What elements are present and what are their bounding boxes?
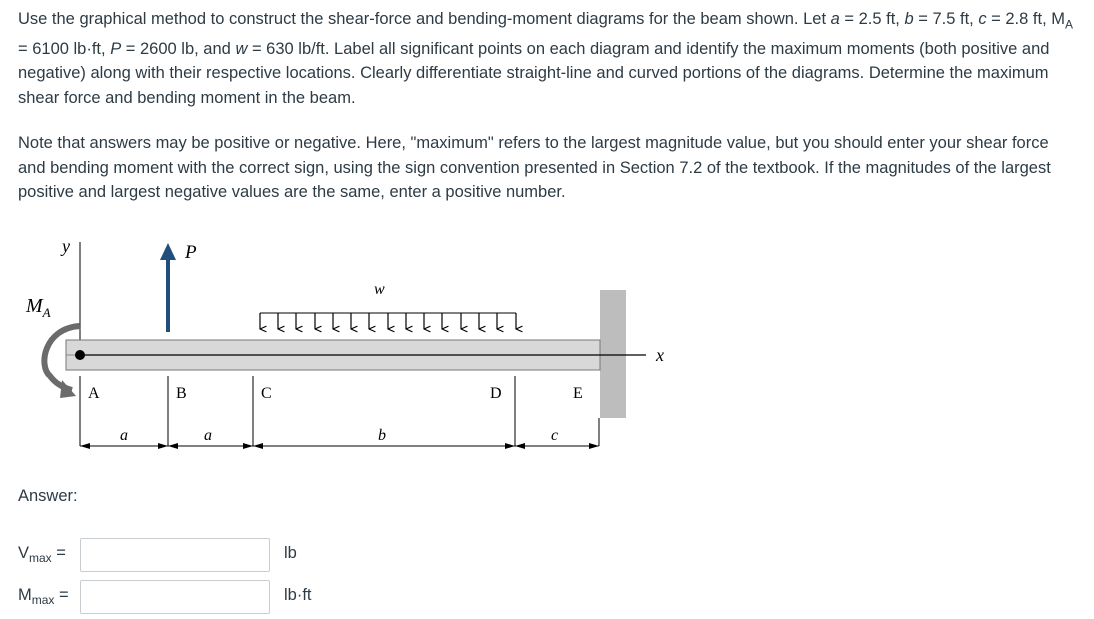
point-b-label: B [176, 385, 187, 402]
question-text: Use the graphical method to construct the shear-force and bending-moment diagrams for the beam shown. Let a = 2.5 ft, b = 7.5 ft, c = 2.8 ft, $M_A = 6100$ lb·ft, P = 2600 lb, and w = 630 lb/ft. Label all significant points on each diagram and identify the maximum moments (both positive and negative) along with their respective locations. Clearly differentiate straight-line and curved portions of the diagrams. Determine the maximum shear force and bending moment in the beam. [18, 10, 1074, 107]
mmax-label: $M_{max}$ = [18, 586, 69, 607]
load-w-arrows [260, 313, 516, 329]
dim-a2: a [204, 427, 212, 444]
x-axis-label: x [656, 345, 664, 365]
load-w-label: w [374, 281, 385, 298]
vmax-label: $V_{max}$ = [18, 544, 66, 565]
vmax-input[interactable] [80, 538, 270, 572]
point-e-label: E [573, 385, 583, 402]
load-p-label: P [185, 242, 197, 263]
note-text: Note that answers may be positive or negative. Here, "maximum" refers to the largest magnitude value, but you should enter your shear force and bending moment with the correct sign, using the sign convention presented in Section 7.2 of the textbook. If the magnitudes of the largest positive and largest negative values are the same, enter a positive number. [18, 134, 1051, 201]
mmax-input[interactable] [80, 580, 270, 614]
point-c-label: C [261, 385, 272, 402]
dim-c: c [551, 427, 559, 444]
vmax-unit: lb [284, 544, 297, 562]
point-d-label: D [490, 385, 502, 402]
wall-support [600, 290, 626, 418]
moment-arrowhead [60, 380, 76, 398]
y-axis-label: y [62, 236, 70, 256]
moment-label: $M_A$ [26, 295, 51, 320]
answer-label: Answer: [18, 487, 78, 505]
point-markers [80, 376, 515, 446]
mmax-unit: lb·ft [284, 586, 312, 604]
point-a-label: A [88, 385, 100, 402]
dim-a1: a [120, 427, 128, 444]
dim-b: b [378, 427, 386, 444]
beam-diagram [0, 228, 720, 458]
